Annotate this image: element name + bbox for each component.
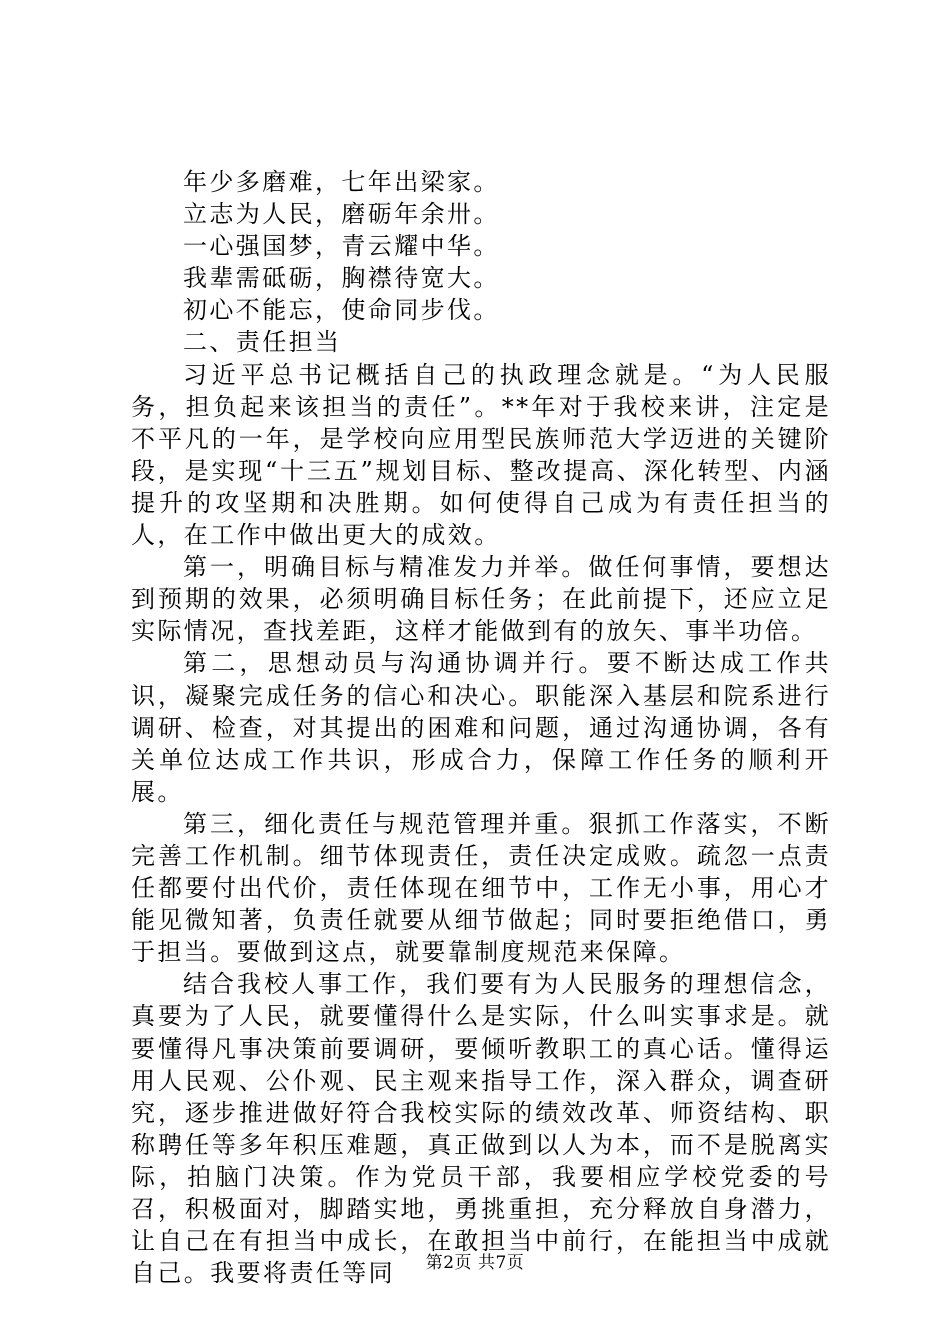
poem-line: 初心不能忘，使命同步伐。 (183, 296, 500, 325)
paragraph: 第一，明确目标与精准发力并举。做任何事情，要想达到预期的效果，必须明确目标任务；在此前提下，还应立足实际情况，查找差距，这样才能做到有的放矢、事半功倍。 (131, 553, 831, 646)
page-number: 第2页 共7页 (425, 1253, 525, 1273)
poem-line: 一心强国梦，青云耀中华。 (183, 232, 500, 261)
paragraph: 第三，细化责任与规范管理并重。狠抓工作落实，不断完善工作机制。细节体现责任，责任决定成败。疏忽一点责任都要付出代价，责任体现在细节中，工作无小事，用心才能见微知著，负责任就要从细节做起；同时要拒绝借口，勇于担当。要做到这点，就要靠制度规范来保障。 (131, 809, 831, 967)
paragraph: 第二，思想动员与沟通协调并行。要不断达成工作共识，凝聚完成任务的信心和决心。职能深入基层和院系进行调研、检查，对其提出的困难和问题，通过沟通协调，各有关单位达成工作共识，形成合力，保障工作任务的顺利开展。 (131, 649, 831, 806)
document-body (131, 166, 831, 1289)
paragraph: 习近平总书记概括自己的执政理念就是。“为人民服务，担负起来该担当的责任”。**年对于我校来讲，注定是不平凡的一年，是学校向应用型民族师范大学迈进的关键阶段，是实现“十三五”规划目标、整改提高、深化转型、内涵提升的攻坚期和决胜期。如何使得自己成为有责任担当的人，在工作中做出更大的成效。 (131, 360, 831, 550)
poem-line: 立志为人民，磨砺年余卅。 (183, 200, 500, 229)
paragraph: 结合我校人事工作，我们要有为人民服务的理想信念，真要为了人民，就要懂得什么是实际，什么叫实事求是。就要懂得凡事决策前要调研，要倾听教职工的真心话。懂得运用人民观、公仆观、民主观来指导工作，深入群众，调查研究，逐步推进做好符合我校实际的绩效改革、师资结构、职称聘任等多年积压难题，真正做到以人为本，而不是脱离实际，拍脑门决策。作为党员干部，我要相应学校党委的号召，积极面对，脚踏实地，勇挑重担，充分释放自身潜力，让自己在有担当中成长，在敢担当中前行，在能担当中成就自己。我要将责任等同 (131, 970, 831, 1288)
poem-line: 年少多磨难，七年出梁家。 (183, 168, 500, 196)
section-heading: 二、责任担当 (183, 328, 342, 357)
poem-line: 我辈需砥砺，胸襟待宽大。 (183, 264, 500, 293)
